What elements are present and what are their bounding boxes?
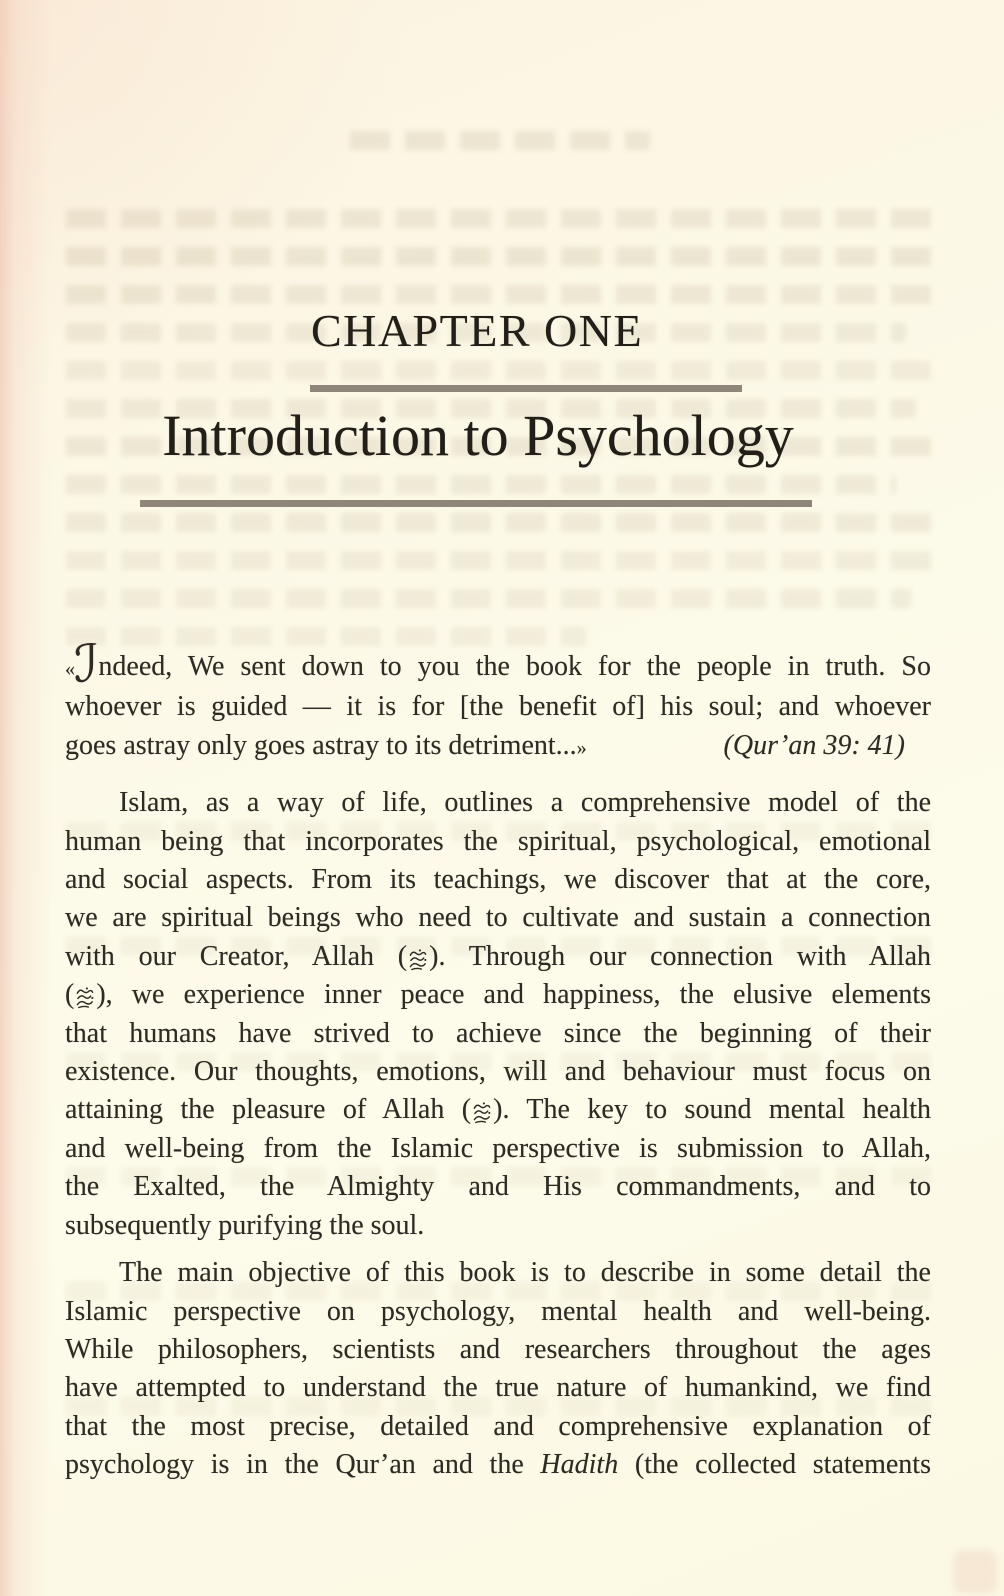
text-line bbox=[65, 1331, 931, 1369]
paragraph-1 bbox=[65, 784, 931, 1245]
text-line bbox=[65, 1293, 931, 1331]
paragraph-2 bbox=[65, 1254, 931, 1484]
text-line bbox=[65, 727, 931, 767]
text-line bbox=[65, 688, 931, 726]
text-segment: human being that incorporates the spiritual, psychological, emotional bbox=[65, 825, 931, 857]
text-line bbox=[65, 1053, 931, 1091]
chapter-label: CHAPTER ONE bbox=[310, 305, 644, 356]
text-line bbox=[65, 1091, 931, 1129]
quote-citation bbox=[724, 727, 931, 767]
text-line bbox=[65, 976, 931, 1014]
bleed-through-line bbox=[66, 247, 932, 266]
text-segment: While philosophers, scientists and researchers throughout the ages bbox=[65, 1333, 931, 1365]
text-segment: with our Creator, Allah ( bbox=[65, 940, 408, 972]
text-segment-dropcap: ℐ bbox=[74, 634, 99, 695]
text-segment: goes astray only goes astray to its detriment... bbox=[65, 729, 577, 761]
text-segment: psychology is in the Qur’an and the bbox=[65, 1449, 541, 1481]
page-edge-tint bbox=[0, 0, 52, 1596]
text-segment-ornament: « bbox=[65, 658, 75, 680]
corner-smudge bbox=[953, 1550, 997, 1594]
text-segment: attaining the pleasure of Allah ( bbox=[65, 1094, 472, 1126]
bleed-through-line bbox=[350, 131, 650, 150]
text-line bbox=[65, 899, 931, 937]
text-segment: the Exalted, the Almighty and His commandments, and to bbox=[65, 1171, 931, 1203]
text-segment: and well-being from the Islamic perspective is submission to Allah, bbox=[65, 1132, 931, 1164]
page-text bbox=[65, 634, 931, 1494]
text-segment: existence. Our thoughts, emotions, will and behaviour must focus on bbox=[65, 1056, 931, 1088]
text-segment: (the collected statements bbox=[618, 1449, 931, 1481]
text-line bbox=[65, 823, 931, 861]
allah-honorific-icon bbox=[408, 948, 428, 971]
text-segment: subsequently purifying the soul. bbox=[65, 1209, 425, 1241]
quran-quote bbox=[65, 634, 931, 767]
text-segment-italic: Hadith bbox=[540, 1449, 619, 1481]
bleed-through-line bbox=[66, 589, 911, 608]
text-line bbox=[65, 634, 931, 695]
text-segment: ndeed, We sent down to you the book for the people in truth. So bbox=[98, 651, 931, 682]
text-line bbox=[65, 1207, 931, 1245]
text-segment: have attempted to understand the true nature of humankind, we find bbox=[65, 1372, 931, 1404]
text-segment: ( bbox=[65, 979, 75, 1011]
text-segment-italic: (Qur’an 39: 41) bbox=[723, 729, 905, 761]
allah-honorific-icon bbox=[75, 986, 95, 1009]
text-segment: we are spiritual beings who need to cultivate and sustain a connection bbox=[65, 902, 931, 934]
text-segment: that humans have strived to achieve since the beginning of their bbox=[65, 1017, 931, 1049]
bleed-through-line bbox=[66, 285, 932, 304]
text-line bbox=[65, 1015, 931, 1053]
text-segment: Islam, as a way of life, outlines a comprehensive model of the bbox=[119, 787, 931, 819]
bleed-through-line bbox=[66, 209, 932, 228]
text-line bbox=[65, 861, 931, 899]
text-line bbox=[65, 1369, 931, 1407]
text-segment: The main objective of this book is to describe in some detail the bbox=[119, 1257, 931, 1289]
bleed-through-line bbox=[66, 551, 932, 570]
text-segment: whoever is guided — it is for [the benefit of] his soul; and whoever bbox=[65, 691, 931, 723]
quote-end bbox=[65, 727, 586, 767]
bleed-through-line bbox=[66, 627, 586, 646]
title-divider-rule bbox=[140, 500, 812, 507]
text-line bbox=[65, 1130, 931, 1168]
text-line bbox=[65, 1168, 931, 1206]
text-segment: and social aspects. From its teachings, we discover that at the core, bbox=[65, 864, 931, 896]
bleed-through-line bbox=[66, 361, 932, 380]
text-line bbox=[65, 1408, 931, 1446]
text-segment: Islamic perspective on psychology, mental health and well-being. bbox=[65, 1295, 931, 1327]
text-line bbox=[65, 938, 931, 976]
text-segment-ornament: » bbox=[576, 736, 586, 759]
text-line bbox=[65, 1254, 931, 1292]
chapter-title: Introduction to Psychology bbox=[162, 403, 794, 468]
allah-honorific-icon bbox=[472, 1101, 492, 1124]
text-segment: that the most precise, detailed and comprehensive explanation of bbox=[65, 1410, 931, 1442]
text-segment: ). The key to sound mental health bbox=[493, 1094, 931, 1126]
text-line bbox=[65, 784, 931, 822]
text-line bbox=[65, 1446, 931, 1484]
bleed-through-line bbox=[66, 475, 896, 494]
text-segment: ), we experience inner peace and happiness, the elusive elements bbox=[96, 979, 931, 1011]
top-divider-rule bbox=[310, 385, 742, 392]
bleed-through-line bbox=[66, 513, 932, 532]
text-segment: ). Through our connection with Allah bbox=[429, 940, 931, 972]
